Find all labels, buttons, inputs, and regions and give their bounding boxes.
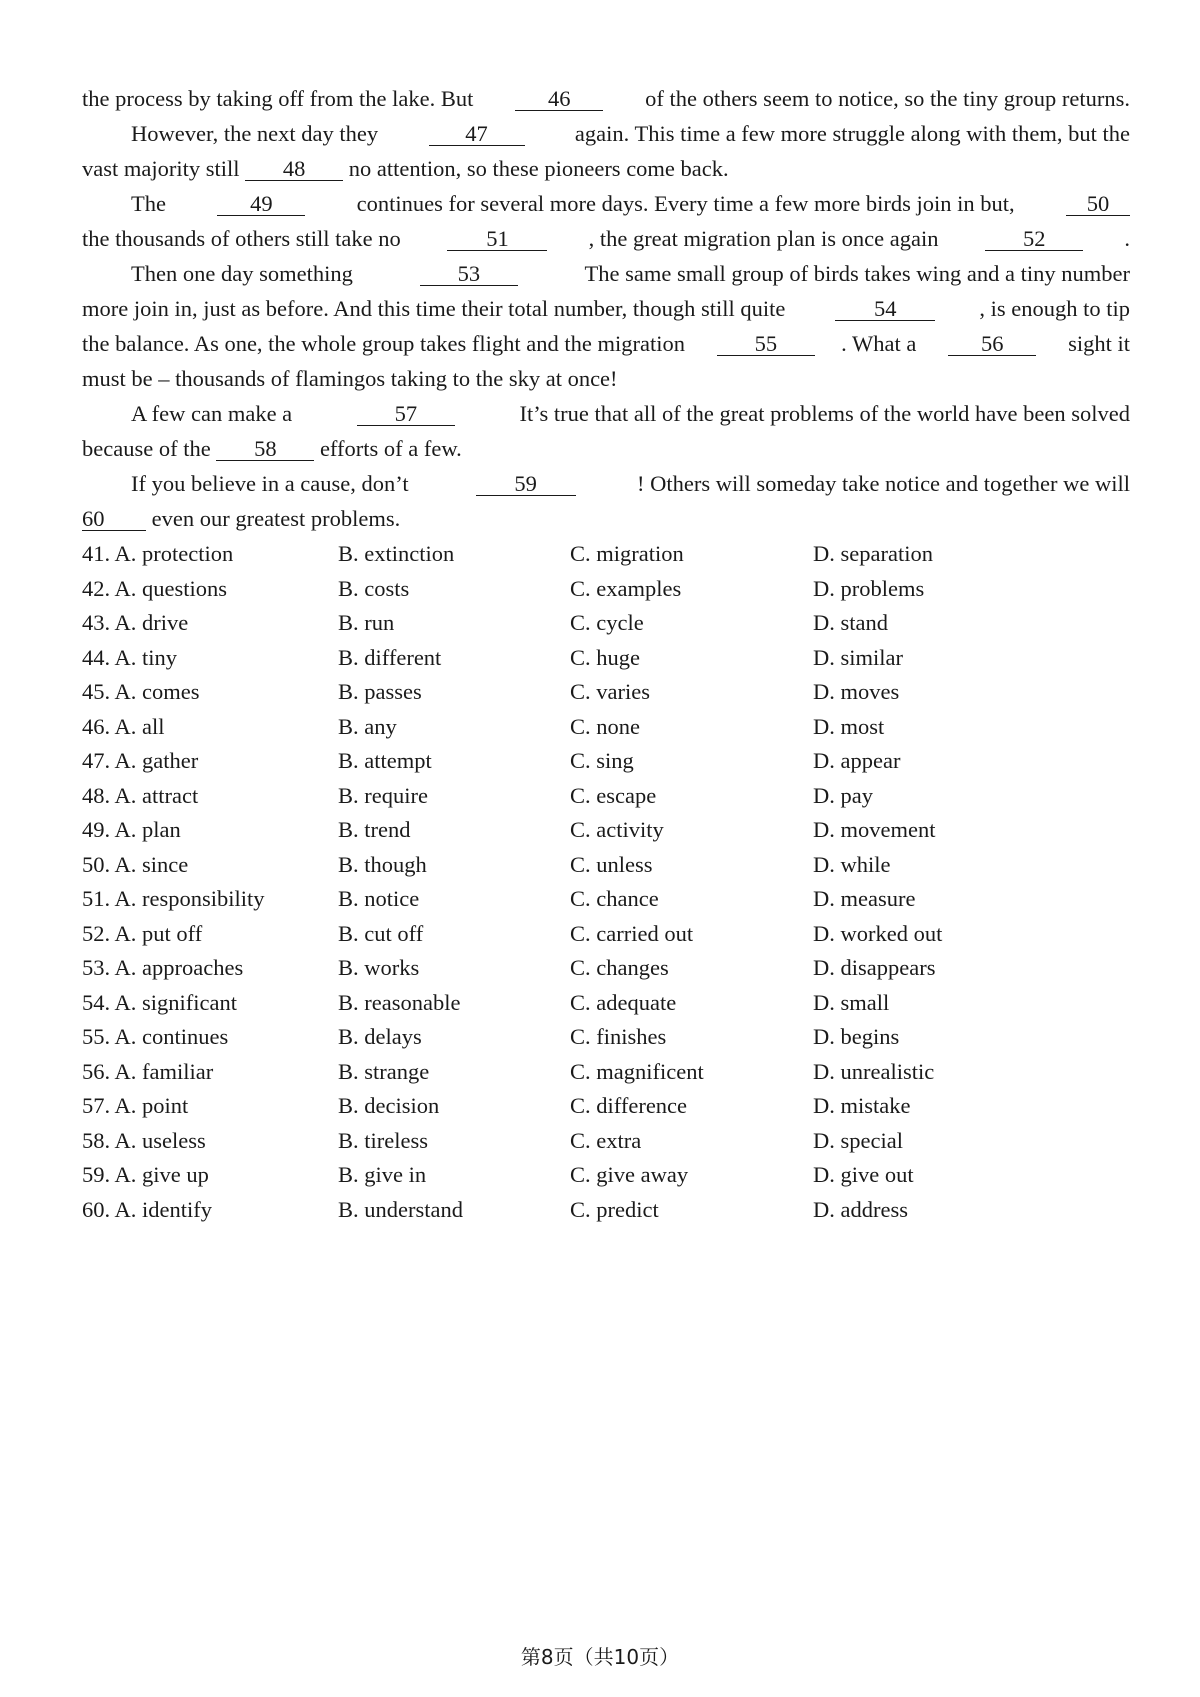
passage-text: the balance. As one, the whole group takes flight and the migration [82, 331, 691, 356]
blank-53: 53 [420, 263, 518, 286]
question-row [82, 850, 1130, 880]
passage-text: . What a [841, 331, 922, 356]
question-number: 55. [82, 1024, 111, 1049]
option-a [82, 1022, 228, 1052]
option-c: C. adequate [570, 989, 677, 1015]
option-a-text: A. approaches [114, 955, 244, 980]
question-number: 58. [82, 1127, 111, 1153]
passage-text: The same small group of birds takes wing and a tiny number [579, 261, 1130, 286]
option-b: B. reasonable [338, 989, 461, 1015]
option-c: C. cycle [570, 610, 644, 635]
option-b: B. decision [338, 1093, 440, 1118]
option-d: D. most [813, 713, 885, 739]
blank-56: 56 [948, 333, 1036, 356]
option-d: D. begins [813, 1024, 900, 1049]
passage-line [82, 84, 1130, 114]
option-a [82, 884, 265, 914]
option-d: D. moves [813, 679, 900, 704]
passage-text: ! Others will someday take notice and together we will [637, 471, 1130, 496]
passage-text: , is enough to tip [979, 296, 1130, 321]
passage-line [131, 469, 1130, 499]
option-a [82, 781, 198, 811]
passage-line [131, 189, 1130, 219]
question-number: 46. [82, 713, 111, 739]
option-c: C. finishes [570, 1024, 667, 1049]
option-b: B. attempt [338, 748, 432, 773]
blank-57: 57 [357, 403, 455, 426]
question-number: 41. [82, 541, 111, 566]
passage-line [82, 224, 1130, 254]
passage-text: again. This time a few more struggle along with them, but the [569, 121, 1130, 146]
question-number: 57. [82, 1093, 111, 1118]
blank-58: 58 [216, 438, 314, 461]
blank-49: 49 [217, 193, 305, 216]
question-number: 42. [82, 575, 111, 601]
option-c: C. varies [570, 679, 650, 704]
question-row [82, 1126, 1130, 1156]
question-number: 45. [82, 679, 111, 704]
option-b: B. any [338, 713, 397, 739]
question-number: 53. [82, 955, 111, 980]
option-a-text: A. gather [114, 748, 199, 773]
question-row [82, 712, 1130, 742]
option-c: C. changes [570, 955, 669, 980]
question-number: 59. [82, 1162, 111, 1187]
passage-line [131, 259, 1130, 289]
option-a [82, 988, 237, 1018]
option-c: C. difference [570, 1093, 688, 1118]
question-row [82, 1160, 1130, 1190]
option-b: B. different [338, 644, 442, 670]
option-d: D. disappears [813, 955, 936, 980]
question-row [82, 884, 1130, 914]
question-number: 51. [82, 886, 111, 911]
option-a [82, 953, 243, 983]
option-b: B. run [338, 610, 395, 635]
passage-text: It’s true that all of the great problems of the world have been solved [513, 401, 1130, 426]
option-a [82, 815, 181, 845]
passage-text: continues for several more days. Every time a few more birds join in but, [351, 191, 1021, 216]
option-a-text: A. familiar [114, 1058, 214, 1084]
option-d: D. similar [813, 644, 903, 670]
option-c: C. extra [570, 1127, 642, 1153]
question-row [82, 574, 1130, 604]
option-b: B. require [338, 782, 428, 808]
option-a [82, 677, 200, 707]
option-a [82, 643, 177, 673]
passage-text: A few can make a [131, 401, 298, 426]
question-number: 52. [82, 920, 111, 946]
blank-46: 46 [515, 88, 603, 111]
passage-line [131, 399, 1130, 429]
option-d: D. stand [813, 610, 888, 635]
passage-text: because of the [82, 436, 217, 461]
option-a-text: A. put off [114, 920, 203, 946]
passage-text: The [131, 191, 172, 216]
option-d: D. while [813, 851, 891, 877]
option-a-text: A. attract [114, 782, 199, 808]
question-row [82, 1022, 1130, 1052]
question-number: 54. [82, 989, 111, 1015]
option-d: D. mistake [813, 1093, 911, 1118]
question-row [82, 815, 1130, 845]
question-row [82, 1195, 1130, 1225]
passage-line [82, 434, 1130, 464]
option-d: D. problems [813, 575, 925, 601]
page-number-footer: 第8页（共10页） [520, 1645, 680, 1669]
option-a-text: A. protection [114, 541, 234, 566]
option-a [82, 539, 233, 569]
question-row [82, 919, 1130, 949]
option-d: D. appear [813, 748, 901, 773]
blank-60: 60 [82, 508, 146, 531]
passage-text: If you believe in a cause, don’t [131, 471, 415, 496]
option-a-text: A. drive [114, 610, 189, 635]
passage-text: . [1124, 226, 1130, 251]
question-row [82, 781, 1130, 811]
option-b: B. strange [338, 1058, 430, 1084]
option-a [82, 850, 188, 880]
passage-text: must be – thousands of flamingos taking to the sky at once! [82, 366, 618, 391]
option-b: B. works [338, 955, 420, 980]
option-b: B. notice [338, 886, 420, 911]
option-b: B. passes [338, 679, 422, 704]
question-number: 50. [82, 851, 111, 877]
question-number: 47. [82, 748, 111, 773]
option-d: D. worked out [813, 920, 943, 946]
question-number: 43. [82, 610, 111, 635]
question-row [82, 988, 1130, 1018]
question-row [82, 539, 1130, 569]
passage-text: , the great migration plan is once again [588, 226, 945, 251]
blank-59: 59 [476, 473, 576, 496]
question-row [82, 608, 1130, 638]
option-c: C. sing [570, 748, 634, 773]
blank-55: 55 [717, 333, 815, 356]
question-number: 60. [82, 1196, 111, 1222]
blank-52: 52 [985, 228, 1083, 251]
question-number: 48. [82, 782, 111, 808]
passage-text: more join in, just as before. And this time their total number, though still quite [82, 296, 792, 321]
option-a-text: A. plan [114, 817, 181, 842]
passage-text: the thousands of others still take no [82, 226, 407, 251]
passage-text: Then one day something [131, 261, 359, 286]
option-a-text: A. continues [114, 1024, 229, 1049]
option-a [82, 1160, 209, 1190]
question-row [82, 677, 1130, 707]
option-d: D. pay [813, 782, 873, 808]
option-a-text: A. questions [114, 575, 228, 601]
passage-line [82, 154, 1130, 184]
option-b: B. though [338, 851, 427, 877]
option-c: C. chance [570, 886, 659, 911]
question-row [82, 953, 1130, 983]
option-a [82, 746, 198, 776]
blank-48: 48 [245, 158, 343, 181]
option-a-text: A. comes [114, 679, 200, 704]
option-a-text: A. useless [114, 1127, 206, 1153]
option-a [82, 919, 202, 949]
option-b: B. extinction [338, 541, 455, 566]
option-a-text: A. identify [114, 1196, 212, 1222]
passage-line [82, 504, 1130, 534]
question-row [82, 1091, 1130, 1121]
option-d: D. small [813, 989, 890, 1015]
option-a [82, 712, 165, 742]
option-a-text: A. tiny [114, 644, 178, 670]
option-a-text: A. give up [114, 1162, 209, 1187]
passage-text: the process by taking off from the lake. But [82, 86, 479, 111]
option-a-text: A. responsibility [114, 886, 265, 911]
option-d: D. address [813, 1196, 908, 1222]
option-c: C. migration [570, 541, 684, 566]
option-b: B. cut off [338, 920, 424, 946]
passage-text: vast majority still [82, 156, 246, 181]
blank-51: 51 [447, 228, 547, 251]
option-b: B. understand [338, 1196, 463, 1222]
blank-54: 54 [835, 298, 935, 321]
option-d: D. movement [813, 817, 936, 842]
option-c: C. give away [570, 1162, 689, 1187]
option-a [82, 1126, 206, 1156]
option-c: C. carried out [570, 920, 694, 946]
blank-50: 50 [1066, 193, 1130, 216]
option-d: D. separation [813, 541, 933, 566]
question-row [82, 643, 1130, 673]
question-number: 49. [82, 817, 111, 842]
option-c: C. activity [570, 817, 664, 842]
option-d: D. measure [813, 886, 916, 911]
option-a [82, 574, 227, 604]
option-a [82, 1195, 212, 1225]
option-c: C. none [570, 713, 640, 739]
option-c: C. examples [570, 575, 682, 601]
option-b: B. trend [338, 817, 411, 842]
option-a-text: A. since [114, 851, 189, 877]
option-a [82, 1091, 188, 1121]
passage-text: even our greatest problems. [146, 506, 401, 531]
passage-text: sight it [1062, 331, 1130, 356]
option-a [82, 608, 188, 638]
option-b: B. delays [338, 1024, 422, 1049]
question-number: 44. [82, 644, 111, 670]
passage-line [82, 364, 1130, 394]
option-b: B. tireless [338, 1127, 428, 1153]
option-c: C. predict [570, 1196, 659, 1222]
option-d: D. unrealistic [813, 1058, 935, 1084]
option-c: C. magnificent [570, 1058, 704, 1084]
passage-line [82, 329, 1130, 359]
option-a-text: A. all [114, 713, 165, 739]
option-b: B. give in [338, 1162, 427, 1187]
question-row [82, 746, 1130, 776]
option-d: D. give out [813, 1162, 914, 1187]
option-c: C. escape [570, 782, 657, 808]
option-a-text: A. point [114, 1093, 189, 1118]
passage-text: no attention, so these pioneers come back. [343, 156, 729, 181]
passage-text: of the others seem to notice, so the tiny group returns. [639, 86, 1130, 111]
option-c: C. huge [570, 644, 640, 670]
passage-text: efforts of a few. [314, 436, 462, 461]
passage-line [131, 119, 1130, 149]
option-a-text: A. significant [114, 989, 237, 1015]
question-number: 56. [82, 1058, 111, 1084]
blank-47: 47 [429, 123, 525, 146]
question-row [82, 1057, 1130, 1087]
option-a [82, 1057, 213, 1087]
option-d: D. special [813, 1127, 903, 1153]
option-b: B. costs [338, 575, 410, 601]
passage-text: However, the next day they [131, 121, 384, 146]
option-c: C. unless [570, 851, 653, 877]
passage-line [82, 294, 1130, 324]
